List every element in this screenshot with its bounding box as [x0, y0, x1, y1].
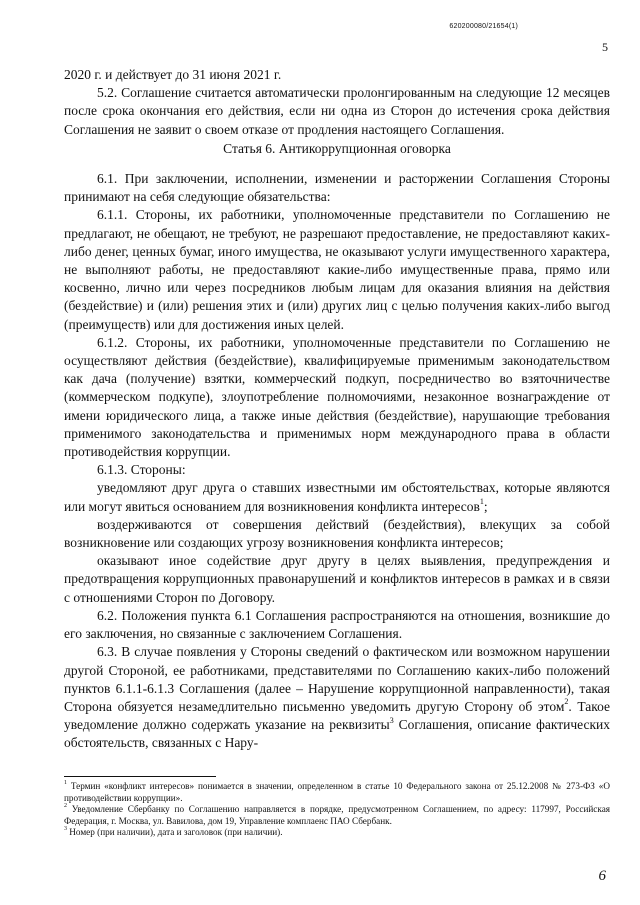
paragraph-6-1: 6.1. При заключении, исполнении, изменении и расторжении Соглашения Стороны принимают на себя следующие обязательства: — [64, 171, 610, 205]
footnotes — [64, 781, 610, 839]
footnote-text: Номер (при наличии), дата и заголовок (при наличии). — [67, 827, 283, 838]
paragraph-6-3 — [64, 643, 610, 752]
article-heading: Статья 6. Антикоррупционная оговорка — [223, 140, 451, 156]
paragraph-6-1-2: 6.1.2. Стороны, их работники, уполномоченные представители по Соглашению не осуществляют действия (бездействие), квалифицируемые применимым законодательством как дача (получение) взятки, коммерческий подкуп, посредничество во взяточничестве (коммерческом подкупе), злоупотребление полномочиями, незаконное вознаграждение от имени юридического лица, а также иные действия (бездействие), нарушающие требования применимого законодательства и применимых норм международного права в области противодействия коррупции. — [64, 334, 610, 460]
footnote-divider — [64, 776, 216, 777]
paragraph-notify-text: уведомляют друг друга о ставших известными им обстоятельствах, которые являются или могут явиться основанием для возникновения конфликта интересов — [64, 480, 610, 514]
paragraph-6-3-part-b: . Такое уведомление должно содержать указание на реквизиты — [64, 698, 611, 733]
footnote-ref-2: 2 — [564, 697, 569, 707]
paragraph-notify — [64, 479, 610, 515]
page-number: 5 — [602, 40, 608, 54]
paragraph-assist: оказывают иное содействие друг другу в целях выявления, предупреждения и предотвращения коррупционных правонарушений и конфликтов интересов в рамках и в связи с отношениями Сторон по Договору. — [64, 553, 610, 605]
paragraph-6-3-part-c: Соглашения, описание фактических обстоятельств, связанных с Нару- — [64, 717, 610, 751]
footnote-3 — [64, 827, 610, 839]
footnote-2 — [64, 804, 610, 827]
footnote-mark: 3 — [64, 826, 67, 833]
paragraph-6-1-3: 6.1.3. Стороны: — [97, 462, 186, 478]
paragraph-6-1-1: 6.1.1. Стороны, их работники, уполномоченные представители по Соглашению не предлагают, не обещают, не требуют, не разрешают предоставление, не предоставляют каких-либо денег, ценных бумаг, иного имущества, не оказывают услуги имущественного характера, не выполняют работы, не предоставляют какие-либо имущественные права, прямо или косвенно, лично или через посредников любым лицам для оказания влияния на действия (бездействие) и (или) решения этих и (или) других лиц с целью получения каких-либо выгод (преимуществ) или для достижения иных целей. — [64, 207, 610, 332]
paragraph-6-3-part-a: 6.3. В случае появления у Стороны сведений о фактическом или возможном нарушении другой Стороной, ее работниками, представителями по Соглашению каких-либо положений пунктов 6.1.1-6.1.3 Соглашения (далее – Нарушение коррупционной направленности), такая Сторона обязуется незамедлительно письменно уведомить другую Сторону об этом — [64, 644, 610, 714]
footnote-mark: 1 — [64, 779, 67, 786]
footnote-mark: 2 — [64, 803, 67, 810]
paragraph-continuation: 2020 г. и действует до 31 июня 2021 г. — [64, 67, 282, 82]
document-body — [64, 66, 610, 753]
footnote-ref-3: 3 — [389, 715, 394, 725]
paragraph-refrain: воздерживаются от совершения действий (бездействия), влекущих за собой возникновение или создающих угрозу возникновения конфликта интересов; — [64, 516, 610, 551]
paragraph-notify-tail: ; — [483, 498, 488, 514]
paragraph-6-2: 6.2. Положения пункта 6.1 Соглашения распространяются на отношения, возникшие до его заключения, но связанные с заключением Соглашения. — [64, 607, 610, 642]
handwritten-page-mark: 6 — [598, 868, 606, 884]
footnote-text: Термин «конфликт интересов» понимается в значении, определенном в статье 10 Федерального закона от 25.12.2008 № 273-ФЗ «О противодействии коррупции». — [64, 781, 610, 803]
footnote-ref-1: 1 — [479, 497, 484, 507]
document-reference-number: 620200080/21654(1) — [449, 23, 518, 30]
footnote-text: Уведомление Сбербанку по Соглашению направляется в порядке, предусмотренном Соглашением, по адресу: 117997, Российская Федерация, г. Москва, ул. Вавилова, дом 19, Управление комплаенс ПАО Сбербанк. — [64, 804, 610, 826]
footnote-1 — [64, 781, 610, 804]
paragraph-5-2: 5.2. Соглашение считается автоматически пролонгированным на следующие 12 месяцев после срока окончания его действия, если ни одна из Сторон до истечения срока действия Соглашения не заявит о своем отказе от продления настоящего Соглашения. — [64, 85, 610, 137]
